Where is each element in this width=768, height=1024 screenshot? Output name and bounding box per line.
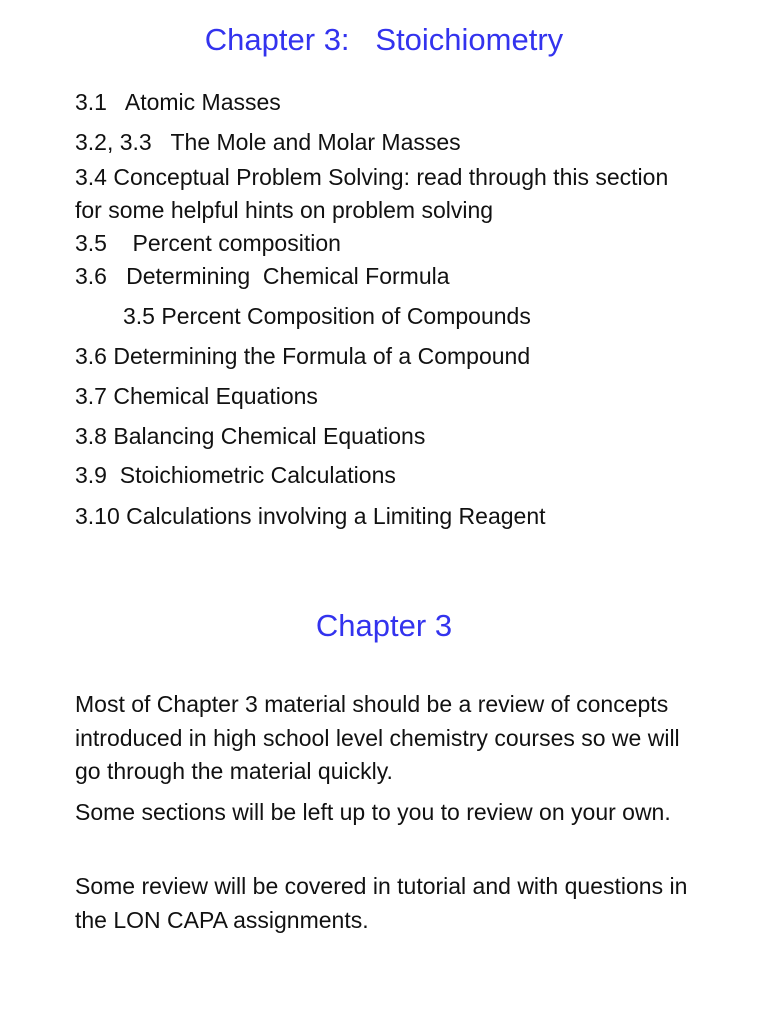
paragraph-review-intro: Most of Chapter 3 material should be a review of concepts introduced in high school level chemistry courses so we will go through the material quickly.: [75, 691, 680, 784]
slide-title: Chapter 3: [315, 608, 453, 643]
slide-chapter-3-overview: [0, 590, 768, 990]
paragraph-self-review: Some sections will be left up to you to review on your own.: [75, 799, 671, 825]
toc-item-3-2-3-3: 3.2, 3.3 The Mole and Molar Masses: [75, 129, 461, 155]
toc-item-3-7: 3.7 Chemical Equations: [75, 383, 318, 409]
toc-item-3-5-percent-composition: 3.5 Percent Composition of Compounds: [123, 303, 531, 329]
paragraph-tutorial-review: Some review will be covered in tutorial and with questions in the LON CAPA assignments.: [75, 873, 688, 933]
toc-item-3-4: 3.4 Conceptual Problem Solving: read through this section for some helpful hints on problem solving: [75, 164, 669, 223]
toc-item-3-8: 3.8 Balancing Chemical Equations: [75, 423, 426, 449]
toc-item-3-6-formula: 3.6 Determining the Formula of a Compound: [75, 343, 531, 369]
toc-item-3-1: 3.1 Atomic Masses: [75, 89, 281, 115]
toc-item-3-5: 3.5 Percent composition: [75, 230, 341, 256]
slide-title: Chapter 3: Stoichiometry: [204, 22, 564, 57]
toc-item-3-10: 3.10 Calculations involving a Limiting Reagent: [75, 503, 546, 529]
toc-item-3-6: 3.6 Determining Chemical Formula: [75, 263, 450, 289]
toc-item-3-9: 3.9 Stoichiometric Calculations: [75, 462, 396, 488]
